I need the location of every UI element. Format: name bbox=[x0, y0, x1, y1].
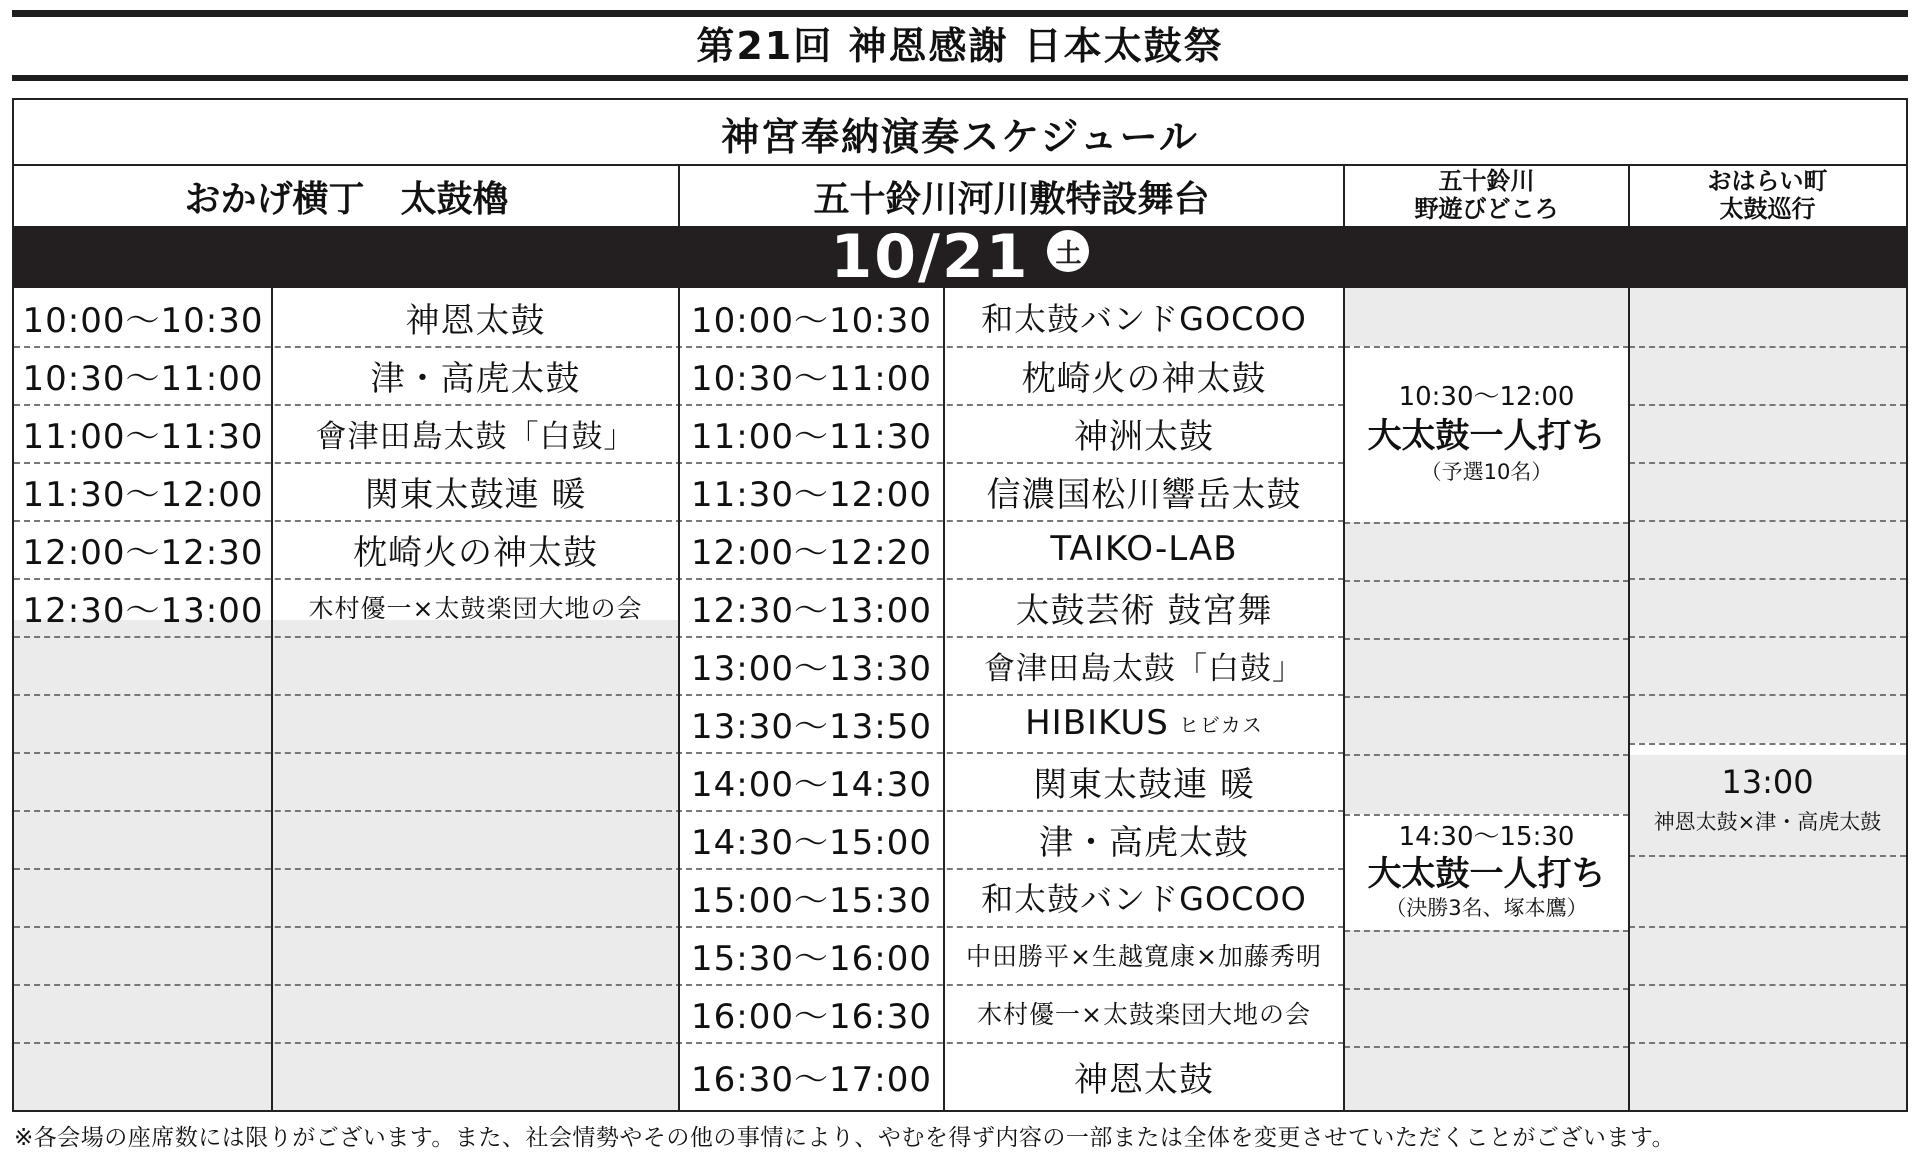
nobi-separator bbox=[1344, 696, 1629, 698]
isuzu-performer: 津・高虎太鼓 bbox=[1039, 822, 1249, 863]
day-of-week-badge: 土 bbox=[1047, 230, 1089, 272]
isuzu-time: 13:30〜13:50 bbox=[691, 706, 932, 747]
okage-performer: 木村優一×太鼓楽団大地の会 bbox=[308, 594, 643, 623]
venue-header-nobi bbox=[1344, 166, 1629, 226]
isuzu-performer: 木村優一×太鼓楽団大地の会 bbox=[977, 1000, 1311, 1029]
okage-performer: 関東太鼓連 暖 bbox=[364, 474, 587, 515]
okage-performer: 神恩太鼓 bbox=[405, 300, 546, 341]
isuzu-performer: 會津田島太鼓「白鼓」 bbox=[984, 650, 1304, 687]
isuzu-time: 15:00〜15:30 bbox=[691, 880, 932, 921]
header-divider-3 bbox=[1628, 164, 1630, 226]
venue-oharai-line1: おはらい町 bbox=[1707, 167, 1828, 196]
nobi-event-title: 大太鼓一人打ち bbox=[1367, 854, 1606, 895]
isuzu-performer-sub: ヒビカス bbox=[1178, 712, 1263, 737]
nobi-separator bbox=[1344, 754, 1629, 756]
isuzu-performer: 神洲太鼓 bbox=[1074, 416, 1214, 457]
nobi-event-prelim bbox=[1344, 346, 1629, 522]
venue-header-isuzu: 五十鈴川河川敷特設舞台 bbox=[813, 178, 1210, 220]
nobi-separator bbox=[1344, 346, 1629, 348]
title-rule-bottom bbox=[12, 75, 1908, 81]
footnote: ※各会場の座席数には限りがございます。また、社会情勢やその他の事情により、やむを得ず内容の一部または全体を変更させていただくことがございます。 bbox=[14, 1125, 1676, 1151]
column-line bbox=[1343, 288, 1345, 1110]
venue-oharai-line2: 太鼓巡行 bbox=[1719, 195, 1816, 223]
oharai-event-title: 神恩太鼓×津・高虎太鼓 bbox=[1653, 810, 1882, 835]
oharai-separator bbox=[1629, 462, 1906, 464]
nobi-event-final bbox=[1344, 814, 1629, 930]
okage-time: 11:30〜12:00 bbox=[22, 474, 264, 515]
nobi-separator bbox=[1344, 522, 1629, 524]
oharai-separator bbox=[1629, 346, 1906, 348]
nobi-event-time: 10:30〜12:00 bbox=[1398, 382, 1575, 413]
isuzu-time: 15:30〜16:00 bbox=[691, 938, 932, 979]
oharai-separator bbox=[1629, 578, 1906, 580]
oharai-separator bbox=[1629, 743, 1906, 745]
isuzu-time: 13:00〜13:30 bbox=[691, 648, 932, 689]
column-line bbox=[678, 288, 680, 1110]
okage-performer: 枕崎火の神太鼓 bbox=[353, 532, 598, 573]
isuzu-time: 14:30〜15:00 bbox=[691, 822, 932, 863]
oharai-separator bbox=[1629, 636, 1906, 638]
oharai-event bbox=[1629, 743, 1906, 855]
nobi-separator bbox=[1344, 638, 1629, 640]
header-divider-2 bbox=[1343, 164, 1345, 226]
isuzu-performer: 太鼓芸術 鼓宮舞 bbox=[1015, 590, 1273, 631]
nobi-event-note: （決勝3名、塚本鷹） bbox=[1385, 896, 1588, 921]
isuzu-time: 12:00〜12:20 bbox=[691, 532, 932, 573]
oharai-separator bbox=[1629, 926, 1906, 928]
isuzu-performer: 枕崎火の神太鼓 bbox=[1021, 358, 1267, 399]
oharai-separator bbox=[1629, 520, 1906, 522]
nobi-empty-bottom bbox=[1344, 930, 1629, 1110]
okage-time: 12:00〜12:30 bbox=[22, 532, 264, 573]
isuzu-performer-hibikus bbox=[944, 694, 1344, 752]
nobi-empty-top bbox=[1344, 288, 1629, 346]
oharai-empty-top bbox=[1629, 288, 1906, 743]
okage-performer: 津・高虎太鼓 bbox=[370, 358, 581, 399]
column-line bbox=[943, 288, 945, 1110]
isuzu-performer: 和太鼓バンドGOCOO bbox=[981, 300, 1307, 338]
header-divider-1 bbox=[678, 164, 680, 226]
page-title: 第21回 神恩感謝 日本太鼓祭 bbox=[696, 24, 1224, 68]
isuzu-time: 12:30〜13:00 bbox=[691, 590, 932, 631]
isuzu-performer: 中田勝平×生越寛康×加藤秀明 bbox=[966, 942, 1322, 971]
isuzu-time: 11:30〜12:00 bbox=[691, 474, 932, 515]
isuzu-performer: 和太鼓バンドGOCOO bbox=[981, 880, 1307, 918]
oharai-separator bbox=[1629, 855, 1906, 857]
isuzu-time: 16:00〜16:30 bbox=[691, 996, 932, 1037]
venue-nobi-line1: 五十鈴川 bbox=[1438, 167, 1535, 196]
nobi-event-time: 14:30〜15:30 bbox=[1398, 822, 1575, 853]
nobi-separator bbox=[1344, 988, 1629, 990]
okage-time: 12:30〜13:00 bbox=[22, 590, 264, 631]
okage-time: 10:00〜10:30 bbox=[22, 300, 264, 341]
schedule-table bbox=[12, 98, 1908, 1112]
isuzu-performer: 神恩太鼓 bbox=[1074, 1059, 1214, 1100]
isuzu-performer: 関東太鼓連 暖 bbox=[1033, 764, 1255, 805]
nobi-separator bbox=[1344, 580, 1629, 582]
oharai-separator bbox=[1629, 694, 1906, 696]
okage-time: 11:00〜11:30 bbox=[22, 416, 264, 457]
isuzu-time: 10:00〜10:30 bbox=[691, 300, 932, 341]
okage-performer: 會津田島太鼓「白鼓」 bbox=[315, 418, 636, 455]
date-text: 10/21 bbox=[830, 222, 1030, 292]
okage-time: 10:30〜11:00 bbox=[22, 358, 264, 399]
oharai-separator bbox=[1629, 404, 1906, 406]
venue-header-oharai bbox=[1629, 166, 1906, 226]
venue-nobi-line2: 野遊びどころ bbox=[1414, 195, 1559, 223]
isuzu-performer: HIBIKUS bbox=[1025, 703, 1169, 743]
venue-header-okage: おかげ横丁 太鼓櫓 bbox=[184, 178, 509, 220]
column-line bbox=[271, 288, 273, 1110]
nobi-empty-mid bbox=[1344, 522, 1629, 814]
nobi-separator bbox=[1344, 930, 1629, 932]
isuzu-performer: TAIKO-LAB bbox=[1050, 529, 1238, 569]
isuzu-time: 16:30〜17:00 bbox=[691, 1059, 932, 1100]
date-band bbox=[14, 222, 1906, 292]
isuzu-time: 11:00〜11:30 bbox=[691, 416, 932, 457]
schedule-heading: 神宮奉納演奏スケジュール bbox=[721, 114, 1199, 159]
top-rule-thick bbox=[12, 10, 1908, 17]
isuzu-time: 10:30〜11:00 bbox=[691, 358, 932, 399]
oharai-separator bbox=[1629, 1042, 1906, 1044]
column-line bbox=[1628, 288, 1630, 1110]
oharai-event-time: 13:00 bbox=[1721, 762, 1814, 801]
nobi-separator bbox=[1344, 1046, 1629, 1048]
nobi-separator bbox=[1344, 814, 1629, 816]
nobi-event-title: 大太鼓一人打ち bbox=[1367, 416, 1606, 457]
nobi-event-note: （予選10名） bbox=[1420, 460, 1553, 485]
isuzu-performer: 信濃国松川響岳太鼓 bbox=[986, 474, 1302, 515]
oharai-separator bbox=[1629, 984, 1906, 986]
isuzu-time: 14:00〜14:30 bbox=[691, 764, 932, 805]
